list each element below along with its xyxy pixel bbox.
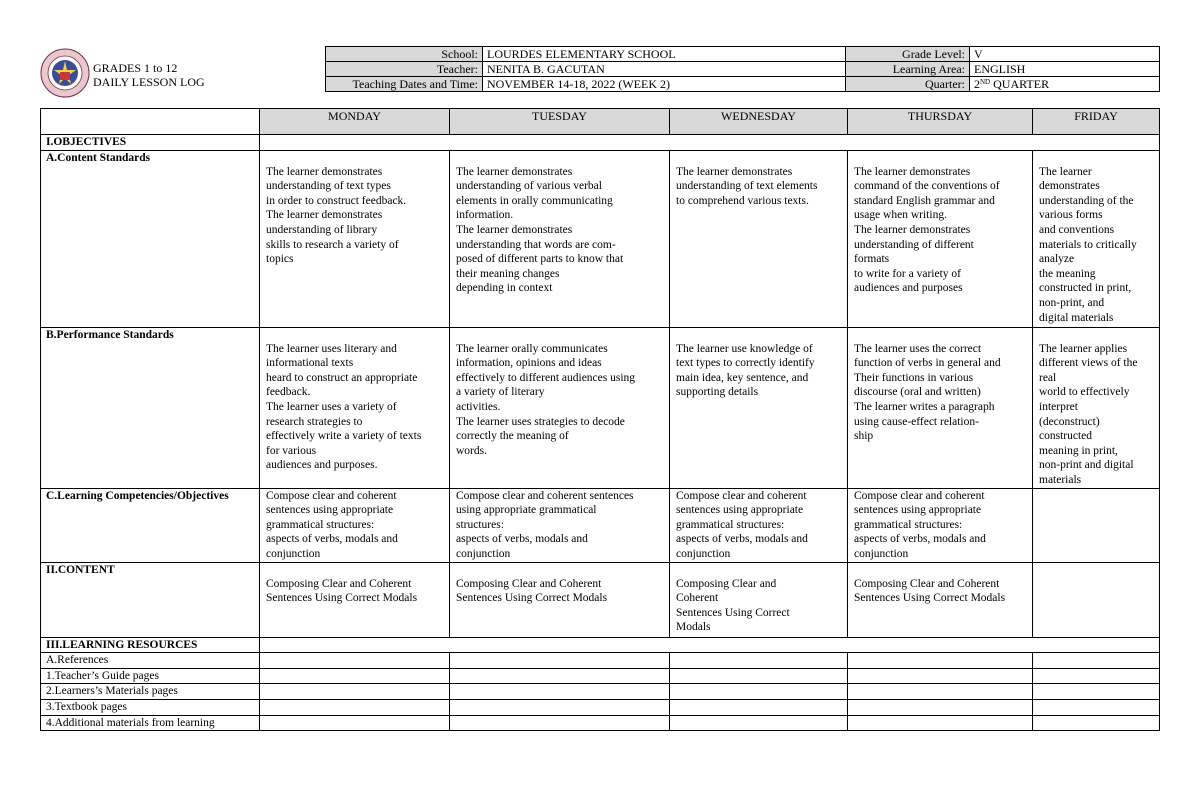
quarter-number: 2: [974, 76, 980, 91]
learning-area-label: Learning Area:: [846, 62, 970, 77]
additional-materials-heading: 4.Additional materials from learning: [41, 715, 260, 731]
teacher-value: NENITA B. GACUTAN: [483, 62, 846, 77]
textbook-thursday: [848, 699, 1033, 715]
day-friday: FRIDAY: [1033, 109, 1160, 135]
additional-materials-row: [41, 715, 1160, 731]
content-heading: II.CONTENT: [41, 562, 260, 637]
teaching-dates-value: NOVEMBER 14-18, 2022 (WEEK 2): [483, 77, 846, 92]
competencies-row: [41, 488, 1160, 562]
teachers-guide-row: [41, 668, 1160, 684]
learners-materials-monday: [260, 684, 450, 700]
teachers-guide-tuesday: [450, 668, 670, 684]
teachers-guide-heading: 1.Teacher’s Guide pages: [41, 668, 260, 684]
references-thursday: [848, 653, 1033, 669]
school-label: School:: [326, 47, 483, 62]
additional-materials-tuesday: [450, 715, 670, 731]
content-standards-thursday: The learner demonstrates command of the conventions of standard English grammar and usage when writing. The learner demonstrates understanding of different formats to write for a variety of audiences and purposes: [848, 150, 1033, 327]
learners-materials-wednesday: [670, 684, 848, 700]
content-standards-tuesday: The learner demonstrates understanding of various verbal elements in orally communicating information. The learner demonstrates understanding that words are com- posed of different parts to know that their meaning changes depending in context: [450, 150, 670, 327]
lesson-log-table: [40, 108, 1160, 731]
title-line-dll: DAILY LESSON LOG: [93, 75, 205, 89]
references-monday: [260, 653, 450, 669]
teachers-guide-friday: [1033, 668, 1160, 684]
deped-seal-logo: [40, 48, 90, 98]
content-standards-monday: The learner demonstrates understanding of text types in order to construct feedback. The learner demonstrates understanding of library skills to research a variety of topics: [260, 150, 450, 327]
references-tuesday: [450, 653, 670, 669]
performance-standards-thursday: The learner uses the correct function of verbs in general and Their functions in various discourse (oral and written) The learner writes a paragraph using cause-effect relation- ship: [848, 327, 1033, 488]
learners-materials-tuesday: [450, 684, 670, 700]
objectives-heading: I.OBJECTIVES: [41, 135, 260, 151]
learning-resources-span: [260, 637, 1160, 653]
learners-materials-thursday: [848, 684, 1033, 700]
textbook-monday: [260, 699, 450, 715]
content-standards-friday: The learner demonstrates understanding of the various forms and conventions materials to critically analyze the meaning constructed in print, non-print, and digital materials: [1033, 150, 1160, 327]
quarter-label: Quarter:: [846, 77, 970, 92]
grade-level-value: V: [970, 47, 1160, 62]
teachers-guide-wednesday: [670, 668, 848, 684]
additional-materials-thursday: [848, 715, 1033, 731]
references-row: [41, 653, 1160, 669]
content-thursday: Composing Clear and Coherent Sentences Using Correct Modals: [848, 562, 1033, 637]
day-tuesday: TUESDAY: [450, 109, 670, 135]
objectives-span: [260, 135, 1160, 151]
additional-materials-friday: [1033, 715, 1160, 731]
learning-area-value: ENGLISH: [970, 62, 1160, 77]
content-standards-heading: A.Content Standards: [41, 150, 260, 327]
performance-standards-monday: The learner uses literary and informational texts heard to construct an appropriate feedback. The learner uses a variety of research strategies to effectively write a variety of texts for various audiences and purposes.: [260, 327, 450, 488]
content-tuesday: Composing Clear and Coherent Sentences Using Correct Modals: [450, 562, 670, 637]
day-wednesday: WEDNESDAY: [670, 109, 848, 135]
competencies-friday: [1033, 488, 1160, 562]
performance-standards-row: [41, 327, 1160, 488]
teachers-guide-thursday: [848, 668, 1033, 684]
header-info-table: [325, 46, 1160, 92]
content-monday: Composing Clear and Coherent Sentences Using Correct Modals: [260, 562, 450, 637]
teachers-guide-monday: [260, 668, 450, 684]
teaching-dates-label: Teaching Dates and Time:: [326, 77, 483, 92]
day-header-row: [41, 109, 1160, 135]
quarter-suffix: ND: [980, 77, 991, 86]
textbook-heading: 3.Textbook pages: [41, 699, 260, 715]
document-title: [93, 61, 205, 89]
content-standards-wednesday: The learner demonstrates understanding of text elements to comprehend various texts.: [670, 150, 848, 327]
textbook-wednesday: [670, 699, 848, 715]
quarter-word: QUARTER: [990, 76, 1050, 91]
learners-materials-heading: 2.Learners’s Materials pages: [41, 684, 260, 700]
content-standards-row: [41, 150, 1160, 327]
additional-materials-monday: [260, 715, 450, 731]
additional-materials-wednesday: [670, 715, 848, 731]
content-friday: [1033, 562, 1160, 637]
school-value: LOURDES ELEMENTARY SCHOOL: [483, 47, 846, 62]
day-thursday: THURSDAY: [848, 109, 1033, 135]
textbook-tuesday: [450, 699, 670, 715]
content-row: [41, 562, 1160, 637]
teacher-label: Teacher:: [326, 62, 483, 77]
competencies-heading: C.Learning Competencies/Objectives: [41, 488, 260, 562]
learning-resources-heading: III.LEARNING RESOURCES: [41, 637, 260, 653]
textbook-row: [41, 699, 1160, 715]
day-monday: MONDAY: [260, 109, 450, 135]
competencies-tuesday: Compose clear and coherent sentences using appropriate grammatical structures: aspects of verbs, modals and conjunction: [450, 488, 670, 562]
textbook-friday: [1033, 699, 1160, 715]
quarter-value: [970, 77, 1160, 92]
performance-standards-heading: B.Performance Standards: [41, 327, 260, 488]
grade-level-label: Grade Level:: [846, 47, 970, 62]
learners-materials-row: [41, 684, 1160, 700]
performance-standards-tuesday: The learner orally communicates information, opinions and ideas effectively to different audiences using a variety of literary activities. The learner uses strategies to decode correctly the meaning of words.: [450, 327, 670, 488]
references-friday: [1033, 653, 1160, 669]
performance-standards-friday: The learner applies different views of the real world to effectively interpret (deconstruct) constructed meaning in print, non-print and digital materials: [1033, 327, 1160, 488]
performance-standards-wednesday: The learner use knowledge of text types to correctly identify main idea, key sentence, and supporting details: [670, 327, 848, 488]
objectives-row: [41, 135, 1160, 151]
references-heading: A.References: [41, 653, 260, 669]
learners-materials-friday: [1033, 684, 1160, 700]
references-wednesday: [670, 653, 848, 669]
competencies-wednesday: Compose clear and coherent sentences using appropriate grammatical structures: aspects of verbs, modals and conjunction: [670, 488, 848, 562]
competencies-thursday: Compose clear and coherent sentences using appropriate grammatical structures: aspects of verbs, modals and conjunction: [848, 488, 1033, 562]
title-line-grades: GRADES 1 to 12: [93, 61, 178, 75]
learning-resources-row: [41, 637, 1160, 653]
competencies-monday: Compose clear and coherent sentences using appropriate grammatical structures: aspects of verbs, modals and conjunction: [260, 488, 450, 562]
content-wednesday: Composing Clear and Coherent Sentences Using Correct Modals: [670, 562, 848, 637]
corner-cell: [41, 109, 260, 135]
